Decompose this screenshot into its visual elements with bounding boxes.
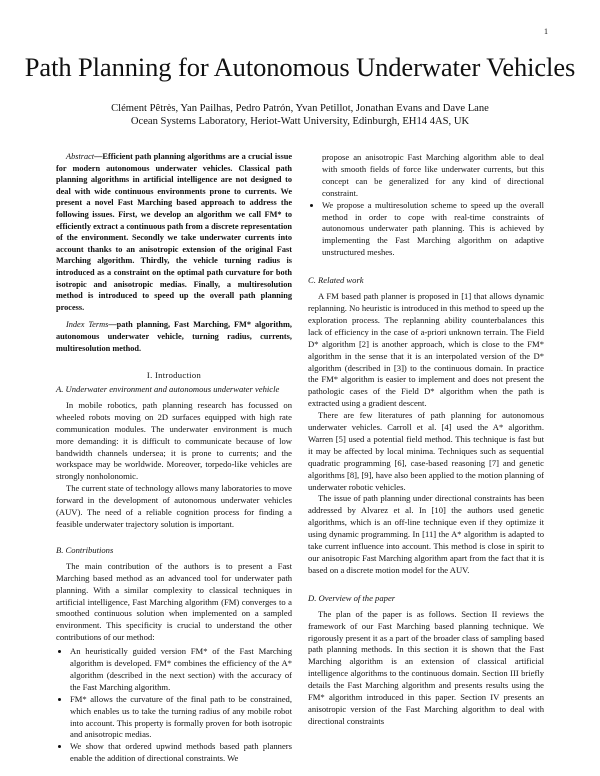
list-item: • An heuristically guided version FM* of the Fast Marching algorithm is developed. FM* combines the efficiency of the A* algorithm (described in the next section) with the accuracy of the Fast Marching algorithm. [70, 646, 292, 694]
subsection-heading-c: C. Related work [308, 275, 364, 286]
list-item: • We propose a multiresolution scheme to speed up the overall method in order to cope with real-time constraints of autonomous underwater path planning. This is achieved by implementing the Fast Marching algorithm on adaptive unstructured meshes. [322, 200, 544, 260]
paragraph: A FM based path planner is proposed in [1] that allows dynamic replanning. No heuristic is introduced in this method to speed up the exploration process. The replanning ability counterbalances this lack of efficiency in the case of a-priori unknown terrain. The Field D* algorithm [2] is another approach, which is close to the FM* algorithm in the sense that it is an interpolated version of the D* algorithm (described in [3]) to the continuous domain. In practice the FM* algorithm is easier to implement and does not present the pathologic cases of the Field D* algorithm when the path is extracted using a gradient descent. [308, 291, 544, 409]
paragraph: The issue of path planning under directional constraints has been addressed by Alvarez et al. In [10] the authors used genetic algorithms, which is an off-line technique even if they optimize it using dynamic programming. In [11] the A* algorithm is adapted to take current influence into account. This method is close in spirit to our anisotropic Fast Marching algorithm apart from the fact that it is based on a discrete motion model for the AUV. [308, 493, 544, 575]
page-number: 1 [544, 27, 548, 36]
right-column [308, 152, 544, 728]
list-item: • We show that ordered upwind methods based path planners enable the addition of directional constraints. We [70, 741, 292, 765]
abstract-text: —Efficient path planning algorithms are a crucial issue for modern autonomous underwater vehicles. Classical path planning algorithms in artificial intelligence are not designed to deal with wide continuous environments prone to currents. We present a novel Fast Marching based approach to address the following issues. First, we develop an algorithm we call FM* to efficiently extract a continuous path from a discrete representation of the environment. Secondly we take underwater currents into account thanks to an anisotropic extension of the original Fast Marching algorithm. Thirdly, the vehicle turning radius is introduced as a constraint on the optimal path curvature for both isotropic and anisotropic medias. Finally, a multiresolution method is introduced to speed up the overall path planning process. [56, 152, 292, 312]
authors: Clément Pêtrès, Yan Pailhas, Pedro Patrón, Yvan Petillot, Jonathan Evans and Dave Lane [111, 103, 489, 114]
section-heading-introduction: I. Introduction [146, 370, 202, 381]
list-item-continued: propose an anisotropic Fast Marching algorithm able to deal with smooth fields of force like underwater currents, but this concept can be generalized for any kind of directional constraint. [322, 152, 544, 198]
subsection-heading-a: A. Underwater environment and autonomous underwater vehicle [56, 384, 280, 394]
subsection-heading-d: D. Overview of the paper [308, 592, 396, 603]
paper-title: Path Planning for Autonomous Underwater Vehicles [24, 52, 576, 82]
author-block [0, 102, 600, 128]
left-column [56, 151, 292, 765]
paragraph: The main contribution of the authors is to present a Fast Marching based method as an advanced tool for underwater path planning. With a similar complexity to classical techniques in artificial intelligence, Fast Marching algorithm (FM) converges to a smoothed continuous solution when implemented on a sampled environment. This specificity is crucial to understand the other contributions of our method: [56, 560, 292, 643]
abstract [56, 151, 292, 313]
index-terms [56, 319, 292, 354]
paragraph: The plan of the paper is as follows. Section II reviews the framework of our Fast Marching based planning technique. We rigorously present it as a part of the broader class of sampling based path planning methods. In this section it is shown that the Fast Marching algorithm is an extension of classical artificial intelligence algorithms to the continuous domain. Section III briefly details the Fast Marching algorithm and presents results using the FM* algorithm introduced in this paper. Section IV presents an anisotropic version of the Fast Marching algorithm to deal with directional constraints [308, 608, 544, 726]
index-terms-label: Index Terms [66, 320, 109, 330]
list-item: • FM* allows the curvature of the final path to be constrained, which enables us to take the turning radius of any mobile robot into account. This property is formally proven for both isotropic and anisotropic medias. [70, 694, 292, 742]
index-terms-text: —path planning, Fast Marching, FM* algorithm, autonomous underwater vehicle, turning radius, currents, multiresolution method. [56, 320, 292, 353]
affiliation: Ocean Systems Laboratory, Heriot-Watt University, Edinburgh, EH14 4AS, UK [130, 116, 470, 127]
abstract-label: Abstract [66, 152, 95, 161]
paragraph: There are few literatures of path planning for autonomous underwater vehicles. Carroll et al. [4] used the A* algorithm. Warren [5] used a potential field method. This technique is fast but it may be affected by local minima. Techniques such as sequential quadratic programming [6], case-based reasoning [7] and genetic algorithms [8], [9], have also been applied to the motion planning of underwater robotic vehicles. [308, 410, 544, 492]
contributions-list-continued [308, 200, 544, 260]
contributions-list [56, 646, 292, 765]
paragraph: The current state of technology allows many laboratories to move forward in the development of autonomous underwater vehicles (AUV). The need of a reliable cognition process for finding a feasible underwater trajectory solution is important. [56, 483, 292, 529]
subsection-heading-b: B. Contributions [56, 544, 114, 555]
paragraph: In mobile robotics, path planning research has focussed on wheeled robots moving on 2D surfaces equipped with high rate communication modules. The underwater environment is much more demanding: it is difficult to communicate because of low bandwidth channels undersea; it is prone to currents; and the workspace may be worldwide. Moreover, torpedo-like vehicles are strongly nonholonomic. [56, 399, 292, 482]
